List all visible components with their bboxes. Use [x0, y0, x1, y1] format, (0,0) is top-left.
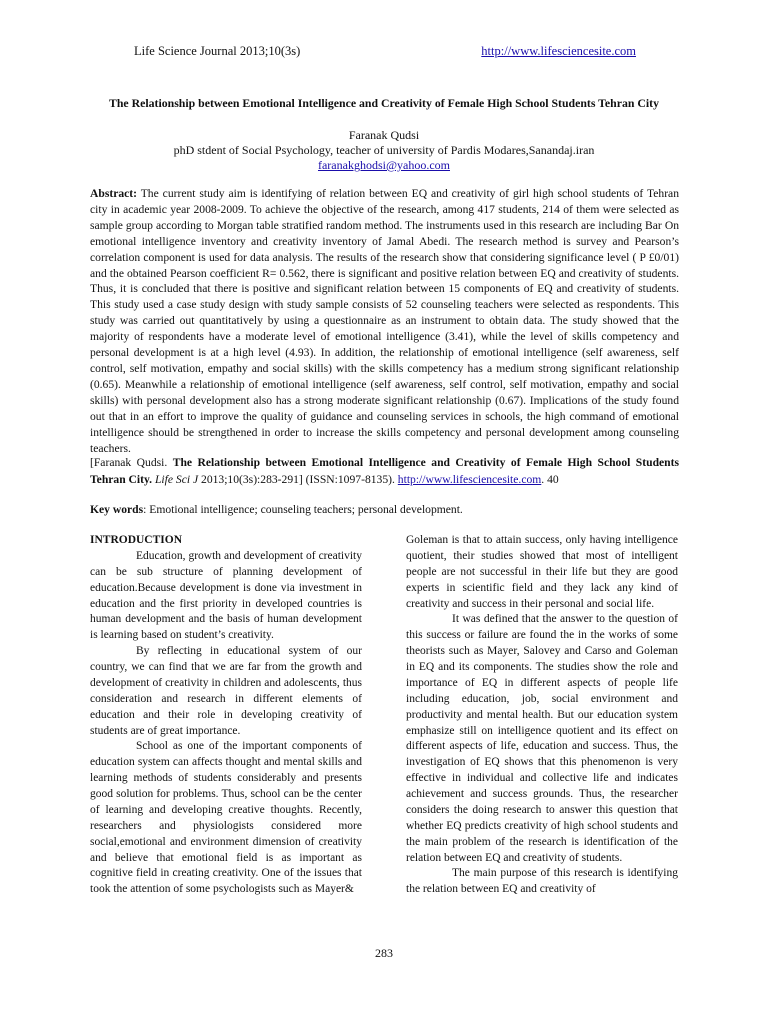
paragraph: Education, growth and development of creativity can be sub structure of planning development of education.Because development is done via investment in education and the first priority in developed countries is human development and the basis of human development is learning based on student’s creativity.	[90, 549, 362, 642]
author-email-link[interactable]: faranakghodsi@yahoo.com	[317, 158, 450, 172]
introduction-heading: INTRODUCTION	[90, 534, 183, 546]
citation-prefix: [Faranak Qudsi.	[90, 456, 173, 469]
citation-details: 2013;10(3s):283-291] (ISSN:1097-8135).	[198, 472, 398, 486]
paper-title: The Relationship between Emotional Intelligence and Creativity of Female High School Students Tehran City	[109, 96, 659, 110]
page-number: 283	[375, 946, 393, 960]
paragraph: The main purpose of this research is identifying the relation between EQ and creativity of	[406, 867, 678, 896]
keywords	[90, 502, 679, 518]
citation-url-link[interactable]: http://www.lifesciencesite.com	[397, 472, 542, 486]
abstract	[90, 186, 679, 456]
paragraph: Goleman is that to attain success, only having intelligence quotient, their studies showed that most of intelligent people are not successful in their life but they are good experts in scientific field and they lack any kind of creativity and success in their personal and social life.	[406, 534, 678, 610]
keywords-label: Key words	[90, 503, 144, 516]
abstract-label: Abstract:	[90, 187, 138, 200]
left-column	[90, 533, 362, 898]
citation-title: The Relationship between Emotional Intelligence and Creativity of Female High School Students Tehran City.	[90, 456, 679, 486]
right-column	[406, 533, 678, 898]
author-name: Faranak Qudsi	[348, 128, 420, 142]
abstract-text: The current study aim is identifying of relation between EQ and creativity of girl high school students of Tehran city in academic year 2008-2009. To achieve the objective of the research, among 417 students, 214 of them were selected as sample group according to Morgan table stratified random method. The instruments used in this research are including Bar On emotional intelligence inventory and creativity inventory of Jamal Abedi. The research method is survey and Pearson’s correlation component is used for data analysis. The results of the research show that considering significance level ( P £0/01) and the obtained Pearson coefficient R= 0.562, there is significant and positive relation between EQ and creativity of students. Thus, it is concluded that there is positive and significant relation between 15 components of EQ and creativity of students. This study used a case study design with study sample consists of 52 counseling teachers were selected as respondents. This study was carried out quantitatively by using a questionnaire as an instrument to obtain data. The study showed that the majority of respondents have a moderate level of emotional intelligence (3.41), while the level of skills competency and personal development is at a high level (4.93). In addition, the relationship of emotional intelligence (self awareness, self control, self motivation, empathy and social skills) with the skills competency has a medium strong significant relationship (0.65). Meanwhile a relationship of emotional intelligence (self awareness, self control, self motivation, empathy and social skills) with personal development also has a strong moderate significant relationship (0.67). Implications of the study found out that in an effort to improve the quality of guidance and counseling services in schools, the high command of emotional intelligence should be strengthened in order to increase the skills competency and personal development among counseling teachers.	[90, 187, 679, 455]
journal-name: Life Science Journal 2013;10(3s)	[134, 44, 301, 58]
citation	[90, 455, 679, 488]
journal-url-link[interactable]: http://www.lifesciencesite.com	[481, 44, 636, 58]
author-affiliation: phD stdent of Social Psychology, teacher of university of Pardis Modares,Sanandaj.iran	[173, 143, 595, 157]
paragraph: It was defined that the answer to the question of this success or failure are found the in the works of some theorists such as Mayer, Salovey and Carso and Goleman in EQ and its components. The studies show the role and importance of EQ in different aspects of people life including education, job, social environment and productivity and mental health. But our education system emphasize still on intelligence quotient and its effect on different aspects of life, education and success. Thus, the investigation of EQ shows that this phenomenon is very effective in individual and collective life and indicates achievement and success grounds. Thus, the researcher considers the doing research to answer this question that whether EQ predicts creativity of high school students and the main problem of the research is identification of the relation between EQ and creativity of students.	[406, 613, 678, 864]
author-block	[90, 128, 678, 173]
citation-suffix: . 40	[541, 472, 559, 486]
paragraph: School as one of the important components of education system can affects thought and mental skills and learning methods of students considerably and presents good solution for problems. Thus, school can be the center of learning and developing creative thoughts. Recently, researchers and physiologists considered more social,emotional and environment dimension of creativity and believe that emotional field is as important as cognitive field in creating creativity. One of the issues that took the attention of some psychologists such as Mayer&	[90, 740, 362, 896]
citation-journal: Life Sci J	[154, 472, 199, 486]
running-header	[134, 44, 636, 59]
keywords-text: : Emotional intelligence; counseling teachers; personal development.	[143, 503, 463, 516]
paragraph: By reflecting in educational system of our country, we can find that we are far from the growth and development of creativity in children and adolescents, thus consideration and research in different elements of education and their role in developing creativity of students are of great importance.	[90, 645, 362, 737]
